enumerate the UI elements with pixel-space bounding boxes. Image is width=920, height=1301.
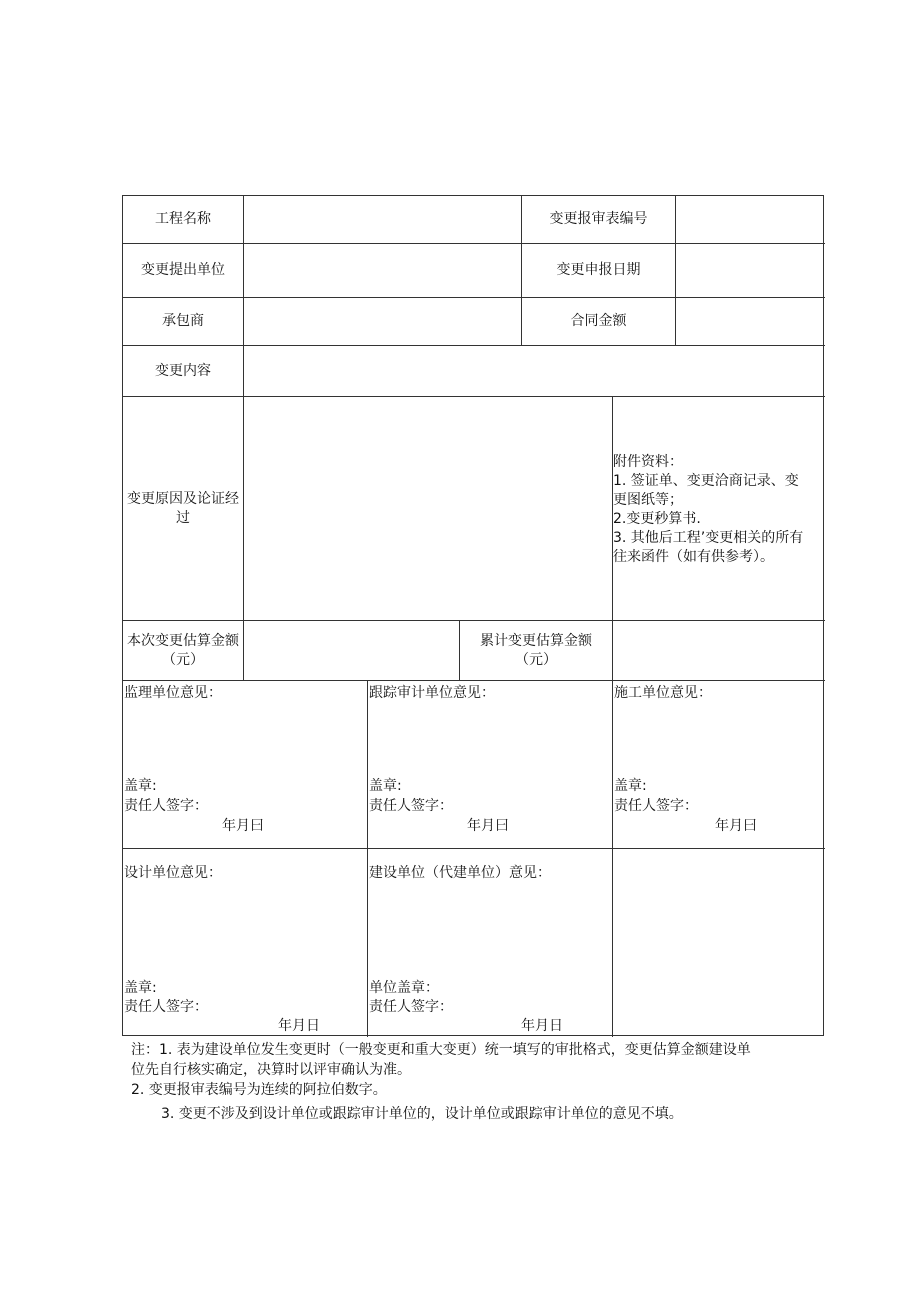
col-divider	[459, 620, 460, 680]
estimate-total-field[interactable]	[613, 621, 825, 680]
note-1-continued: 位先自行核实确定，决算时以评审确认为准。	[131, 1062, 411, 1078]
construction-seal: 盖章:	[614, 778, 647, 794]
owner-date: 年月日	[521, 1018, 563, 1034]
attachments-line: 2.变更秒算书.	[613, 511, 701, 527]
proposer-label: 变更提出单位	[141, 262, 225, 278]
note-1: 注：1. 表为建设单位发生变更时（一般变更和重大变更）统一填写的审批格式，变更估算金额建设单	[131, 1042, 751, 1058]
supervision-date: 年月曰	[222, 818, 264, 834]
attachments-line: 1. 签证单、变更洽商记录、变	[613, 473, 799, 489]
row-divider	[123, 680, 825, 681]
supervision-signer: 责任人签字：	[124, 798, 208, 814]
report-no-label: 变更报审表编号	[549, 211, 648, 227]
estimate-this-field[interactable]	[244, 621, 459, 680]
attachments-line: 3. 其他后工程’变更相关的所有	[613, 530, 804, 546]
proposer-field[interactable]	[244, 244, 521, 297]
audit-seal: 盖章:	[369, 778, 402, 794]
construction-date: 年月曰	[715, 818, 757, 834]
report-no-field[interactable]	[676, 196, 825, 243]
owner-seal: 单位盖章：	[369, 980, 439, 996]
estimate-this-label: 本次变更估算金额（元）	[127, 632, 239, 668]
contractor-field[interactable]	[244, 298, 521, 345]
note-2: 2. 变更报审表编号为连续的阿拉伯数字。	[131, 1082, 387, 1098]
col-divider	[612, 680, 613, 1037]
reason-label: 变更原因及论证经过	[127, 490, 239, 526]
project-name-field[interactable]	[244, 196, 521, 243]
content-label: 变更内容	[155, 362, 211, 379]
design-opinion-title: 设计单位意见：	[124, 865, 222, 881]
form-notes	[131, 1040, 831, 1124]
content-field[interactable]	[244, 346, 825, 396]
design-signer: 责任人签字：	[124, 999, 208, 1015]
owner-signer: 责任人签字：	[369, 999, 453, 1015]
contract-amount-label: 合同金额	[570, 313, 627, 329]
audit-date: 年月曰	[467, 818, 509, 834]
report-date-label: 变更申报日期	[556, 262, 641, 278]
project-name-label: 工程名称	[155, 211, 211, 227]
change-approval-form	[122, 195, 824, 1036]
construction-signer: 责任人签字：	[614, 798, 698, 814]
note-3: 3. 变更不涉及到设计单位或跟踪审计单位的，设计单位或跟踪审计单位的意见不填。	[161, 1106, 683, 1122]
audit-opinion-title: 跟踪审计单位意见：	[369, 685, 495, 701]
row-divider	[123, 848, 825, 849]
design-seal: 盖章:	[124, 980, 157, 996]
design-date: 年月日	[278, 1018, 320, 1034]
contract-amount-field[interactable]	[676, 298, 825, 345]
attachments-line: 往来函件（如有供参考）。	[613, 549, 774, 565]
report-date-field[interactable]	[676, 244, 825, 297]
owner-opinion-title: 建设单位（代建单位）意见：	[369, 865, 551, 881]
attachments-line: 更图纸等；	[613, 492, 683, 508]
reason-field[interactable]	[244, 397, 612, 620]
supervision-seal: 盖章:	[124, 778, 157, 794]
contractor-label: 承包商	[162, 313, 204, 329]
supervision-opinion-title: 监理单位意见：	[124, 685, 222, 701]
estimate-total-label: 累计变更估算金额（元）	[480, 632, 592, 668]
col-divider	[367, 680, 368, 1037]
audit-signer: 责任人签字：	[369, 798, 453, 814]
attachments-title: 附件资料：	[613, 454, 683, 470]
construction-opinion-title: 施工单位意见：	[614, 685, 712, 701]
